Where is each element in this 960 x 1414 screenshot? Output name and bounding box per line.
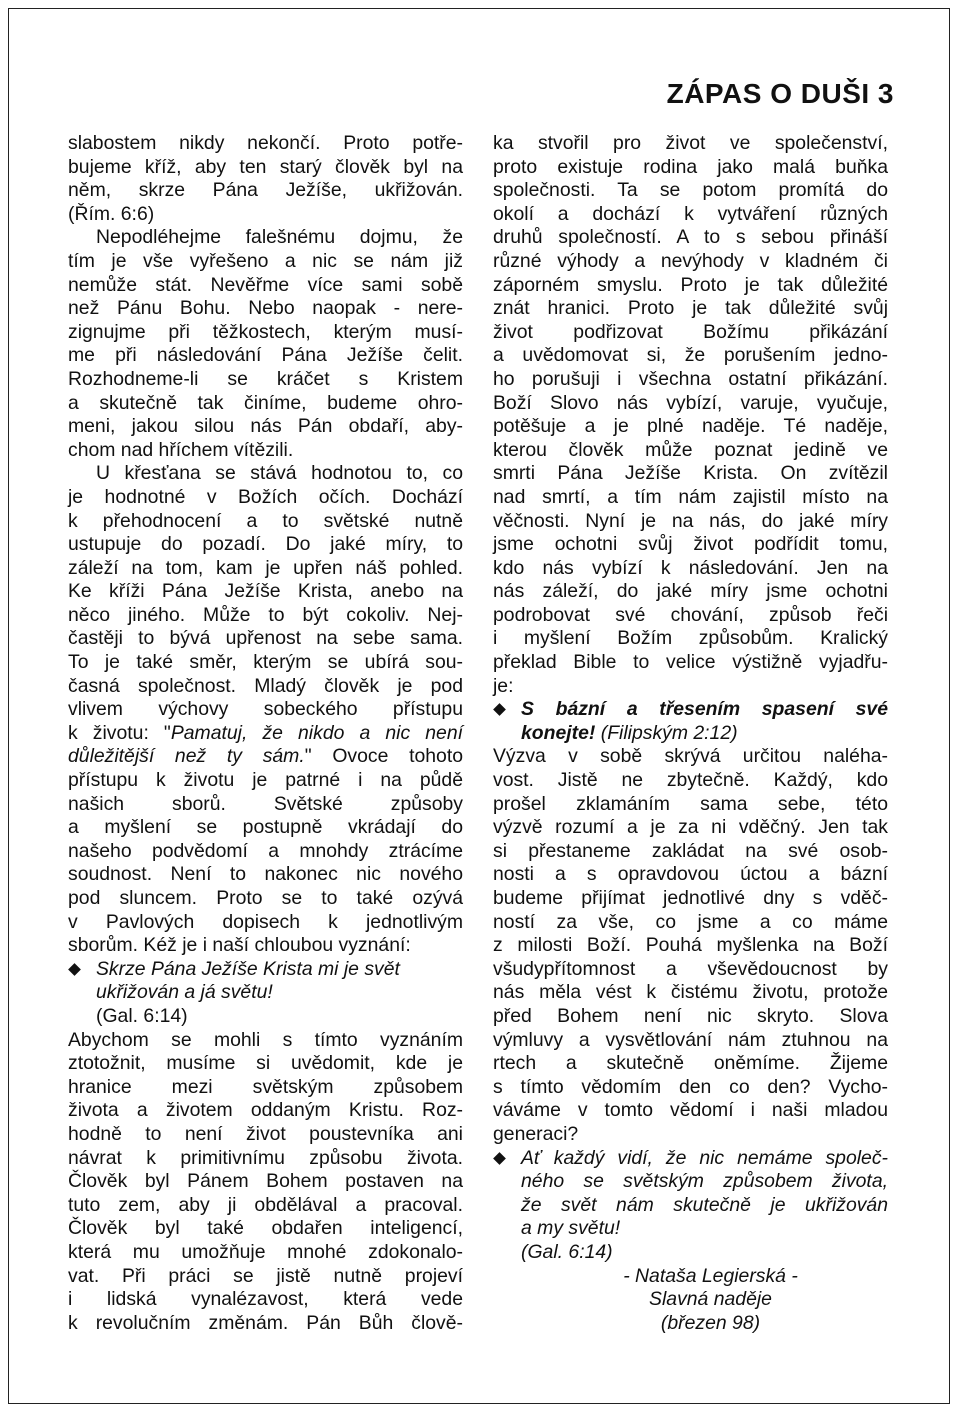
text-line: chom nad hříchem vítězili. bbox=[68, 438, 294, 461]
text-line: druhů společností. A to s sebou přináší bbox=[493, 226, 888, 249]
bible-quote bbox=[493, 698, 888, 745]
text-line: Abychom se mohli s tímto vyznáním bbox=[68, 1028, 463, 1051]
text-line: ustupuje do pozadí. Do jaké míry, to bbox=[68, 533, 463, 556]
quote-line: Skrze Pána Ježíše Krista mi je svět bbox=[96, 957, 400, 980]
text-line: proto existuje rodina jako malá buňka bbox=[493, 155, 888, 178]
text-fragment: k životu: " bbox=[68, 721, 171, 744]
text-line: Člověk byl Pánem Bohem postaven na bbox=[68, 1170, 463, 1193]
text-line: výmluvy a vysvětlování nám ztuhnou na bbox=[493, 1028, 888, 1051]
text-line: překlad Bible to velice výstižně vyjadřu- bbox=[493, 651, 888, 674]
quote-line bbox=[521, 722, 888, 746]
text-line: která mu umožňuje mnohé zdokonalo- bbox=[68, 1240, 463, 1263]
text-line: nás měla vést k čistému životu, protože bbox=[493, 981, 888, 1004]
source-date: (březen 98) bbox=[660, 1311, 761, 1334]
text-line: život podřizovat Božímu přikázání bbox=[493, 320, 888, 343]
text-line: hranice mezi světským způsobem bbox=[68, 1075, 463, 1098]
signature bbox=[533, 1265, 888, 1336]
text-line: potěšuje a je plné naděje. Té naděje, bbox=[493, 415, 888, 438]
text-line: soudnost. Není to nakonec nic nového bbox=[68, 863, 463, 886]
page-header-title: ZÁPAS O DUŠI 3 bbox=[666, 78, 894, 109]
quote-line: a my světu! bbox=[521, 1217, 621, 1240]
text-line: Boží Slovo nás vybízí, varuje, vyučuje, bbox=[493, 391, 888, 414]
text-line: tuto zem, aby ji obdělával a pracoval. bbox=[68, 1193, 463, 1216]
text-line: meni, jakou silou nás Pán obdaří, aby- bbox=[68, 415, 463, 438]
text-line: k revolučním změnám. Pán Bůh člově- bbox=[68, 1311, 463, 1334]
text-line: časná společnost. Mladý člověk je pod bbox=[68, 674, 463, 697]
text-line: i myšlení Božím způsobům. Kralický bbox=[493, 627, 888, 650]
text-line: Nepodléhejme falešnému dojmu, že bbox=[96, 226, 463, 249]
text-line: váváme v tomto vědomí i naši mladou bbox=[493, 1099, 888, 1122]
text-line: nosti a s opravdovou úctou a bázní bbox=[493, 863, 888, 886]
text-line: kterou člověk může poznat jedině ve bbox=[493, 438, 888, 461]
text-line: ztotožnit, musíme si uvědomit, kde je bbox=[68, 1052, 463, 1075]
text-line: sborům. Kéž je i naší chloubou vyznání: bbox=[68, 934, 411, 957]
text-line: nás záleží, do jaké míry jsme ochotni bbox=[493, 580, 888, 603]
diamond-bullet-icon bbox=[493, 1152, 506, 1165]
text-line: generaci? bbox=[493, 1122, 579, 1145]
text-line: přístupu k životu je patrné i na půdě bbox=[68, 769, 463, 792]
quoted-phrase: Pamatuj, že nikdo a nic není bbox=[170, 721, 463, 744]
right-column bbox=[493, 132, 888, 1335]
text-line: ho porušuji i všechna ostatní přikázání. bbox=[493, 367, 888, 390]
text-line: ka stvořil pro život ve společenství, bbox=[493, 132, 888, 154]
quote-line: S bázní a třesením spasení své bbox=[521, 698, 888, 721]
text-line: budeme přijímat jednotlivé dny s vděč- bbox=[493, 887, 888, 909]
text-line: pod sluncem. Proto se to také ozývá bbox=[68, 887, 463, 909]
text-line: je: bbox=[493, 674, 514, 697]
text-line: k přehodnocení a to světské nutně bbox=[68, 509, 463, 532]
text-fragment: " Ovoce tohoto bbox=[304, 745, 463, 768]
bible-quote bbox=[493, 1147, 888, 1265]
quote-reference: (Filipským 2:12) bbox=[600, 721, 738, 744]
text-line: v Pavlových dopisech k jednotlivým bbox=[68, 910, 463, 933]
text-line: s tímto vědomím den co den? Vycho- bbox=[493, 1075, 888, 1098]
source-title: Slavná naděje bbox=[649, 1288, 772, 1311]
quote-line: že svět nám skutečně je ukřižován bbox=[521, 1193, 888, 1216]
text-line: To je také směr, kterým se ubírá sou- bbox=[68, 651, 463, 674]
text-line bbox=[68, 722, 463, 746]
text-line: slabostem nikdy nekončí. Proto potře- bbox=[68, 132, 463, 154]
text-line: a myšlení se postupně vkrádají do bbox=[68, 816, 463, 839]
bible-quote bbox=[68, 958, 463, 1029]
text-line: vat. Při práci se jistě nutně projeví bbox=[68, 1264, 463, 1287]
text-line: různé výhody a nevýhody v kladném či bbox=[493, 249, 888, 272]
text-line: Ke kříži Pána Ježíše Krista, anebo na bbox=[68, 580, 463, 603]
text-line: a uvědomovat si, že porušením jedno- bbox=[493, 344, 888, 367]
text-line: rtech a skutečně oněmíme. Žijeme bbox=[493, 1052, 888, 1075]
text-line: podrobovat své chování, způsob řeči bbox=[493, 603, 888, 626]
text-line: (Řím. 6:6) bbox=[68, 202, 155, 225]
text-line: věčnosti. Nyní je na nás, do jaké míry bbox=[493, 509, 888, 532]
quoted-phrase: důležitější než ty sám. bbox=[68, 745, 305, 768]
text-line: našeho podvědomí a mnohdy ztrácíme bbox=[68, 839, 463, 862]
text-line: vost. Jistě ne zbytečně. Každý, kdo bbox=[493, 769, 888, 792]
text-line: zignujme při těžkostech, kterým musí- bbox=[68, 320, 463, 343]
text-line: znát hranici. Proto je tak důležité svůj bbox=[493, 297, 888, 320]
text-line: života a životem oddaným Kristu. Roz- bbox=[68, 1099, 463, 1122]
text-line: hodně to není život poustevníka ani bbox=[68, 1122, 463, 1145]
left-column bbox=[68, 132, 463, 1335]
diamond-bullet-icon bbox=[68, 963, 81, 976]
text-line: prošel zklamáním sama sebe, této bbox=[493, 792, 888, 815]
text-line: bujeme kříž, aby ten starý člověk byl na bbox=[68, 155, 463, 178]
text-line: Výzva v sobě skrývá určitou naléha- bbox=[493, 745, 888, 768]
text-line: U křesťana se stává hodnotou to, co bbox=[96, 462, 463, 485]
quote-line: Ať každý vidí, že nic nemáme společ- bbox=[521, 1146, 888, 1169]
quote-line: ukřižován a já světu! bbox=[96, 981, 273, 1004]
text-line: záleží na tom, kam je upřen náš pohled. bbox=[68, 556, 463, 579]
text-line: okolí a dochází k vytváření různých bbox=[493, 202, 888, 225]
text-line: všudypřítomnost a vševědoucnost by bbox=[493, 957, 888, 980]
text-line: z milosti Boží. Pouhá myšlenka na Boží bbox=[493, 934, 888, 957]
text-line: společnosti. Ta se potom promítá do bbox=[493, 179, 888, 202]
text-line: před Bohem není nic skryto. Slova bbox=[493, 1004, 888, 1027]
text-line: Rozhodneme-li se kráčet s Kristem bbox=[68, 367, 463, 390]
text-line: a skutečně tak činíme, budeme ohro- bbox=[68, 391, 463, 414]
quote-reference: (Gal. 6:14) bbox=[96, 1004, 188, 1027]
text-line: je hodnotné v Božích očích. Dochází bbox=[68, 485, 463, 508]
text-line bbox=[68, 745, 463, 769]
text-line: něco jiného. Může to být cokoliv. Nej- bbox=[68, 603, 463, 626]
text-line: Člověk byl také obdařen inteligencí, bbox=[68, 1217, 463, 1240]
text-line: výzvě rozumí a je za ni vděčný. Jen tak bbox=[493, 816, 888, 839]
text-line: ností za vše, co jsme a co máme bbox=[493, 910, 888, 933]
text-line: kdo nás vybízí k následování. Jen na bbox=[493, 556, 888, 579]
text-line: vlivem výchovy sobeckého přístupu bbox=[68, 698, 463, 721]
text-line: smrti Pána Ježíše Krista. On zvítězil bbox=[493, 462, 888, 485]
text-line: našich sborů. Světské způsoby bbox=[68, 792, 463, 815]
text-line: nemůže stát. Nevěřme více sami sobě bbox=[68, 273, 463, 296]
text-line: si přestaneme zakládat na své osob- bbox=[493, 839, 888, 862]
quote-emphasis: konejte! bbox=[521, 721, 596, 744]
text-line: i lidská vynalézavost, která vede bbox=[68, 1288, 463, 1311]
quote-reference: (Gal. 6:14) bbox=[521, 1240, 613, 1263]
text-line: návrat k primitivnímu způsobu života. bbox=[68, 1146, 463, 1169]
text-line: něm, skrze Pána Ježíše, ukřižován. bbox=[68, 179, 463, 202]
text-line: záporném smyslu. Proto je tak důležité bbox=[493, 273, 888, 296]
text-line: me při následování Pána Ježíše čelit. bbox=[68, 344, 463, 367]
text-line: jsme ochotni svůj život podřídit tomu, bbox=[493, 533, 888, 556]
text-line: častěji to bývá upřenost na sebe sama. bbox=[68, 627, 463, 650]
diamond-bullet-icon bbox=[493, 703, 506, 716]
text-line: než Pánu Bohu. Nebo naopak - nere- bbox=[68, 297, 463, 320]
text-line: tím je vše vyřešeno a nic se nám již bbox=[68, 249, 463, 272]
text-line: nad smrtí, a tím nám zajistil místo na bbox=[493, 485, 888, 508]
quote-line: ného se světským způsobem života, bbox=[521, 1170, 888, 1193]
author-name: - Nataša Legierská - bbox=[623, 1264, 798, 1287]
